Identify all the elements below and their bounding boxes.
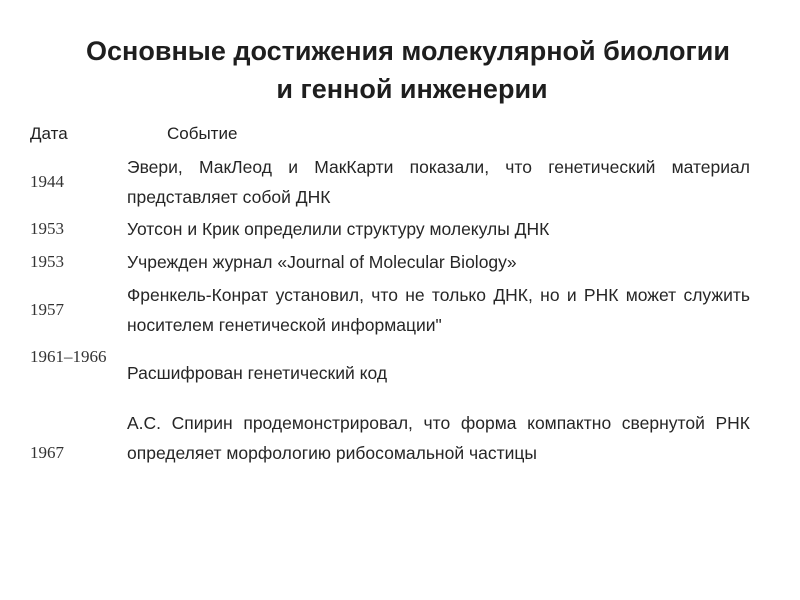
- page-title: [0, 32, 800, 108]
- row-event: Учрежден журнал «Journal of Molecular Biology»: [127, 252, 517, 272]
- table-row: [0, 342, 800, 404]
- column-header-event: Событие: [167, 124, 238, 143]
- table-row: [0, 280, 800, 340]
- row-year: 1967: [30, 443, 64, 462]
- table-row: [0, 247, 800, 277]
- row-event: Уотсон и Крик определили структуру молекулы ДНК: [127, 219, 550, 239]
- title-line-1: Основные достижения молекулярной биологии: [86, 36, 730, 66]
- row-year: 1944: [30, 172, 64, 191]
- row-event: А.С. Спирин продемонстрировал, что форма компактно свернутой РНК определяет морфологию рибосомальной частицы: [127, 413, 750, 463]
- row-year: 1961–1966: [30, 347, 107, 366]
- row-event: Расшифрован генетический код: [127, 363, 388, 383]
- row-event: Френкель-Конрат установил, что не только ДНК, но и РНК может служить носителем генетической информации": [127, 285, 750, 335]
- column-header-date: Дата: [30, 124, 68, 143]
- table-row: [0, 214, 800, 244]
- title-line-2: и генной инженерии: [276, 74, 548, 104]
- row-year: 1957: [30, 300, 64, 319]
- table-row: [0, 408, 800, 498]
- row-event: Эвери, МакЛеод и МакКарти показали, что генетический материал представляет собой ДНК: [127, 157, 750, 207]
- row-year: 1953: [30, 219, 64, 238]
- row-year: 1953: [30, 252, 64, 271]
- table-row: [0, 152, 800, 212]
